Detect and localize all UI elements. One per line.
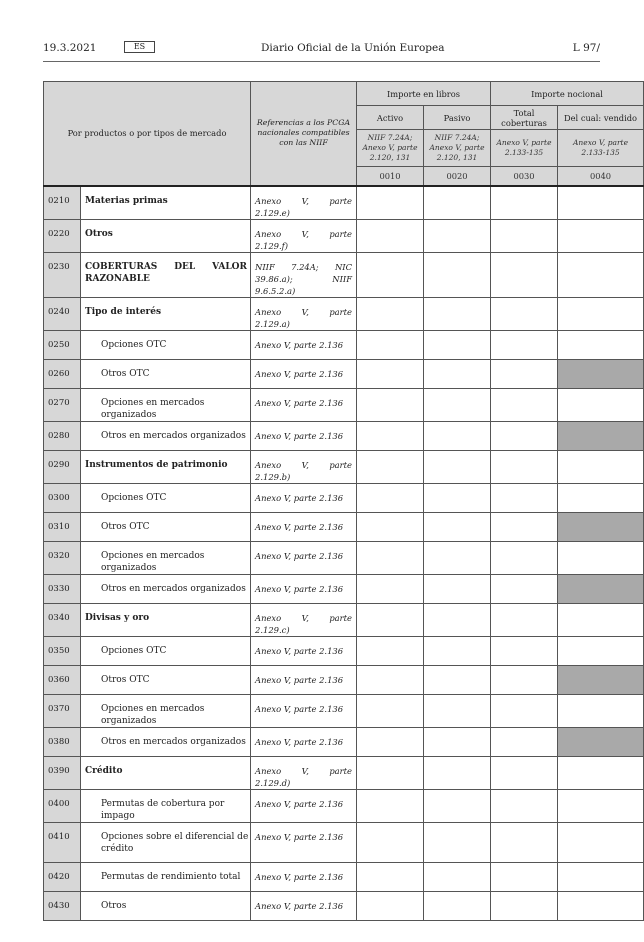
page-number: L 97/ [572,42,600,54]
table-row [44,694,644,727]
cell-total-hedges [491,512,558,541]
table-row [44,574,644,603]
table-row [44,297,644,330]
row-reference: Anexo V, parte 2.129.c) [251,603,357,636]
of-which-sold-column-header: Del cual: vendido [558,106,644,130]
cell-total-hedges [491,891,558,920]
cell-liabilities [424,421,491,450]
cell-liabilities [424,789,491,822]
table-row [44,186,644,220]
cell-assets [357,421,424,450]
row-label: COBERTURAS DEL VALOR RAZONABLE [81,252,251,297]
cell-assets [357,789,424,822]
row-reference: Anexo V, parte 2.136 [251,388,357,421]
row-reference: Anexo V, parte 2.136 [251,665,357,694]
cell-total-hedges [491,862,558,891]
cell-of-which-sold [558,297,644,330]
table-row [44,822,644,862]
cell-of-which-sold [558,186,644,220]
cell-total-hedges [491,694,558,727]
row-code: 0310 [44,512,81,541]
cell-total-hedges [491,727,558,756]
row-reference: Anexo V, parte 2.136 [251,862,357,891]
cell-total-hedges [491,359,558,388]
row-reference: Anexo V, parte 2.129.d) [251,756,357,789]
row-reference: Anexo V, parte 2.129.f) [251,219,357,252]
references-header: Referencias a los PCGA nacionales compatibles con las NIIF [251,82,357,186]
cell-total-hedges [491,756,558,789]
cell-liabilities [424,665,491,694]
row-code: 0250 [44,330,81,359]
cell-of-which-sold-greyed [558,727,644,756]
row-label: Opciones OTC [81,483,251,512]
row-code: 0410 [44,822,81,862]
cell-of-which-sold [558,636,644,665]
page-header [43,42,600,56]
row-code: 0390 [44,756,81,789]
row-label: Materias primas [81,186,251,220]
cell-of-which-sold [558,756,644,789]
cell-total-hedges [491,574,558,603]
row-reference: Anexo V, parte 2.136 [251,694,357,727]
cell-liabilities [424,186,491,220]
column-code-0020: 0020 [424,167,491,186]
cell-total-hedges [491,603,558,636]
cell-assets [357,297,424,330]
journal-title: Diario Oficial de la Unión Europea [261,42,445,54]
cell-liabilities [424,603,491,636]
row-code: 0320 [44,541,81,574]
assets-reference: NIIF 7.24A; Anexo V, parte 2.120, 131 [357,130,424,167]
table-row [44,330,644,359]
cell-liabilities [424,541,491,574]
row-reference: Anexo V, parte 2.136 [251,636,357,665]
cell-liabilities [424,574,491,603]
row-label: Crédito [81,756,251,789]
cell-of-which-sold [558,252,644,297]
cell-assets [357,574,424,603]
cell-of-which-sold-greyed [558,359,644,388]
column-code-0010: 0010 [357,167,424,186]
row-code: 0270 [44,388,81,421]
row-label: Opciones OTC [81,636,251,665]
total-hedges-reference: Anexo V, parte 2.133-135 [491,130,558,167]
cell-liabilities [424,219,491,252]
cell-assets [357,450,424,483]
hedging-derivatives-table [43,81,644,921]
row-label: Otros OTC [81,665,251,694]
cell-liabilities [424,512,491,541]
table-row [44,636,644,665]
cell-of-which-sold [558,822,644,862]
cell-liabilities [424,359,491,388]
language-badge: ES [124,41,155,53]
assets-column-header: Activo [357,106,424,130]
row-label: Divisas y oro [81,603,251,636]
cell-total-hedges [491,297,558,330]
cell-of-which-sold-greyed [558,574,644,603]
row-code: 0370 [44,694,81,727]
header-rule [43,61,600,62]
row-code: 0280 [44,421,81,450]
row-reference: Anexo V, parte 2.129.e) [251,186,357,220]
row-code: 0210 [44,186,81,220]
row-code: 0340 [44,603,81,636]
table-row [44,665,644,694]
cell-of-which-sold-greyed [558,665,644,694]
row-label: Otros OTC [81,359,251,388]
carrying-amount-group-header: Importe en libros [357,82,491,106]
table-row [44,756,644,789]
cell-of-which-sold [558,330,644,359]
cell-liabilities [424,822,491,862]
cell-liabilities [424,297,491,330]
row-reference: Anexo V, parte 2.129.a) [251,297,357,330]
row-code: 0300 [44,483,81,512]
row-code: 0380 [44,727,81,756]
row-reference: Anexo V, parte 2.136 [251,727,357,756]
cell-assets [357,694,424,727]
cell-assets [357,219,424,252]
row-code: 0220 [44,219,81,252]
cell-assets [357,483,424,512]
table-row [44,483,644,512]
row-code: 0430 [44,891,81,920]
row-code: 0230 [44,252,81,297]
cell-assets [357,330,424,359]
table-row [44,450,644,483]
cell-assets [357,603,424,636]
cell-of-which-sold [558,450,644,483]
cell-liabilities [424,388,491,421]
cell-assets [357,756,424,789]
row-label: Opciones en mercados organizados [81,541,251,574]
publication-date: 19.3.2021 [43,42,97,54]
row-label: Otros [81,219,251,252]
cell-of-which-sold [558,219,644,252]
table-row [44,359,644,388]
cell-liabilities [424,636,491,665]
cell-assets [357,891,424,920]
cell-liabilities [424,862,491,891]
cell-assets [357,541,424,574]
cell-assets [357,359,424,388]
table-row [44,727,644,756]
row-code: 0260 [44,359,81,388]
table-row [44,541,644,574]
cell-total-hedges [491,186,558,220]
cell-liabilities [424,483,491,512]
row-label: Otros en mercados organizados [81,421,251,450]
row-reference: Anexo V, parte 2.136 [251,541,357,574]
row-reference: Anexo V, parte 2.136 [251,789,357,822]
cell-assets [357,186,424,220]
row-reference: Anexo V, parte 2.136 [251,574,357,603]
row-reference: Anexo V, parte 2.136 [251,891,357,920]
table-row [44,891,644,920]
row-label: Permutas de rendimiento total [81,862,251,891]
cell-total-hedges [491,330,558,359]
cell-assets [357,665,424,694]
row-reference: Anexo V, parte 2.136 [251,512,357,541]
cell-liabilities [424,694,491,727]
cell-of-which-sold-greyed [558,421,644,450]
row-reference: Anexo V, parte 2.136 [251,330,357,359]
row-code: 0420 [44,862,81,891]
row-label: Opciones sobre el diferencial de crédito [81,822,251,862]
cell-total-hedges [491,219,558,252]
cell-of-which-sold [558,483,644,512]
row-reference: Anexo V, parte 2.129.b) [251,450,357,483]
cell-assets [357,862,424,891]
row-code: 0400 [44,789,81,822]
cell-total-hedges [491,421,558,450]
row-label: Opciones en mercados organizados [81,388,251,421]
table-body [44,186,644,921]
table-row [44,603,644,636]
row-reference: Anexo V, parte 2.136 [251,822,357,862]
cell-liabilities [424,891,491,920]
cell-of-which-sold-greyed [558,512,644,541]
notional-amount-group-header: Importe nocional [491,82,644,106]
cell-assets [357,252,424,297]
of-which-sold-reference: Anexo V, parte 2.133-135 [558,130,644,167]
cell-assets [357,727,424,756]
liabilities-reference: NIIF 7.24A; Anexo V, parte 2.120, 131 [424,130,491,167]
row-label: Instrumentos de patrimonio [81,450,251,483]
cell-liabilities [424,756,491,789]
column-code-0040: 0040 [558,167,644,186]
cell-total-hedges [491,450,558,483]
row-label: Tipo de interés [81,297,251,330]
table-row [44,862,644,891]
table-row [44,252,644,297]
cell-assets [357,512,424,541]
column-code-0030: 0030 [491,167,558,186]
cell-liabilities [424,727,491,756]
cell-total-hedges [491,789,558,822]
row-label: Opciones OTC [81,330,251,359]
total-hedges-column-header: Total coberturas [491,106,558,130]
cell-of-which-sold [558,694,644,727]
row-label-header: Por productos o por tipos de mercado [44,82,251,186]
row-code: 0360 [44,665,81,694]
cell-of-which-sold [558,541,644,574]
row-code: 0240 [44,297,81,330]
row-reference: Anexo V, parte 2.136 [251,483,357,512]
cell-total-hedges [491,483,558,512]
row-label: Otros OTC [81,512,251,541]
cell-liabilities [424,252,491,297]
row-reference: Anexo V, parte 2.136 [251,359,357,388]
cell-total-hedges [491,252,558,297]
cell-assets [357,388,424,421]
cell-of-which-sold [558,891,644,920]
cell-total-hedges [491,822,558,862]
cell-total-hedges [491,541,558,574]
cell-assets [357,636,424,665]
cell-total-hedges [491,636,558,665]
cell-of-which-sold [558,789,644,822]
cell-total-hedges [491,665,558,694]
row-code: 0350 [44,636,81,665]
cell-total-hedges [491,388,558,421]
row-label: Otros [81,891,251,920]
row-code: 0290 [44,450,81,483]
row-label: Otros en mercados organizados [81,574,251,603]
cell-of-which-sold [558,603,644,636]
cell-liabilities [424,450,491,483]
table-row [44,219,644,252]
table-row [44,421,644,450]
row-label: Permutas de cobertura por impago [81,789,251,822]
cell-liabilities [424,330,491,359]
row-code: 0330 [44,574,81,603]
cell-assets [357,822,424,862]
liabilities-column-header: Pasivo [424,106,491,130]
row-label: Otros en mercados organizados [81,727,251,756]
table-row [44,512,644,541]
table-row [44,388,644,421]
cell-of-which-sold [558,388,644,421]
row-reference: NIIF 7.24A; NIC 39.86.a); NIIF 9.6.5.2.a) [251,252,357,297]
row-reference: Anexo V, parte 2.136 [251,421,357,450]
row-label: Opciones en mercados organizados [81,694,251,727]
table-row [44,789,644,822]
cell-of-which-sold [558,862,644,891]
